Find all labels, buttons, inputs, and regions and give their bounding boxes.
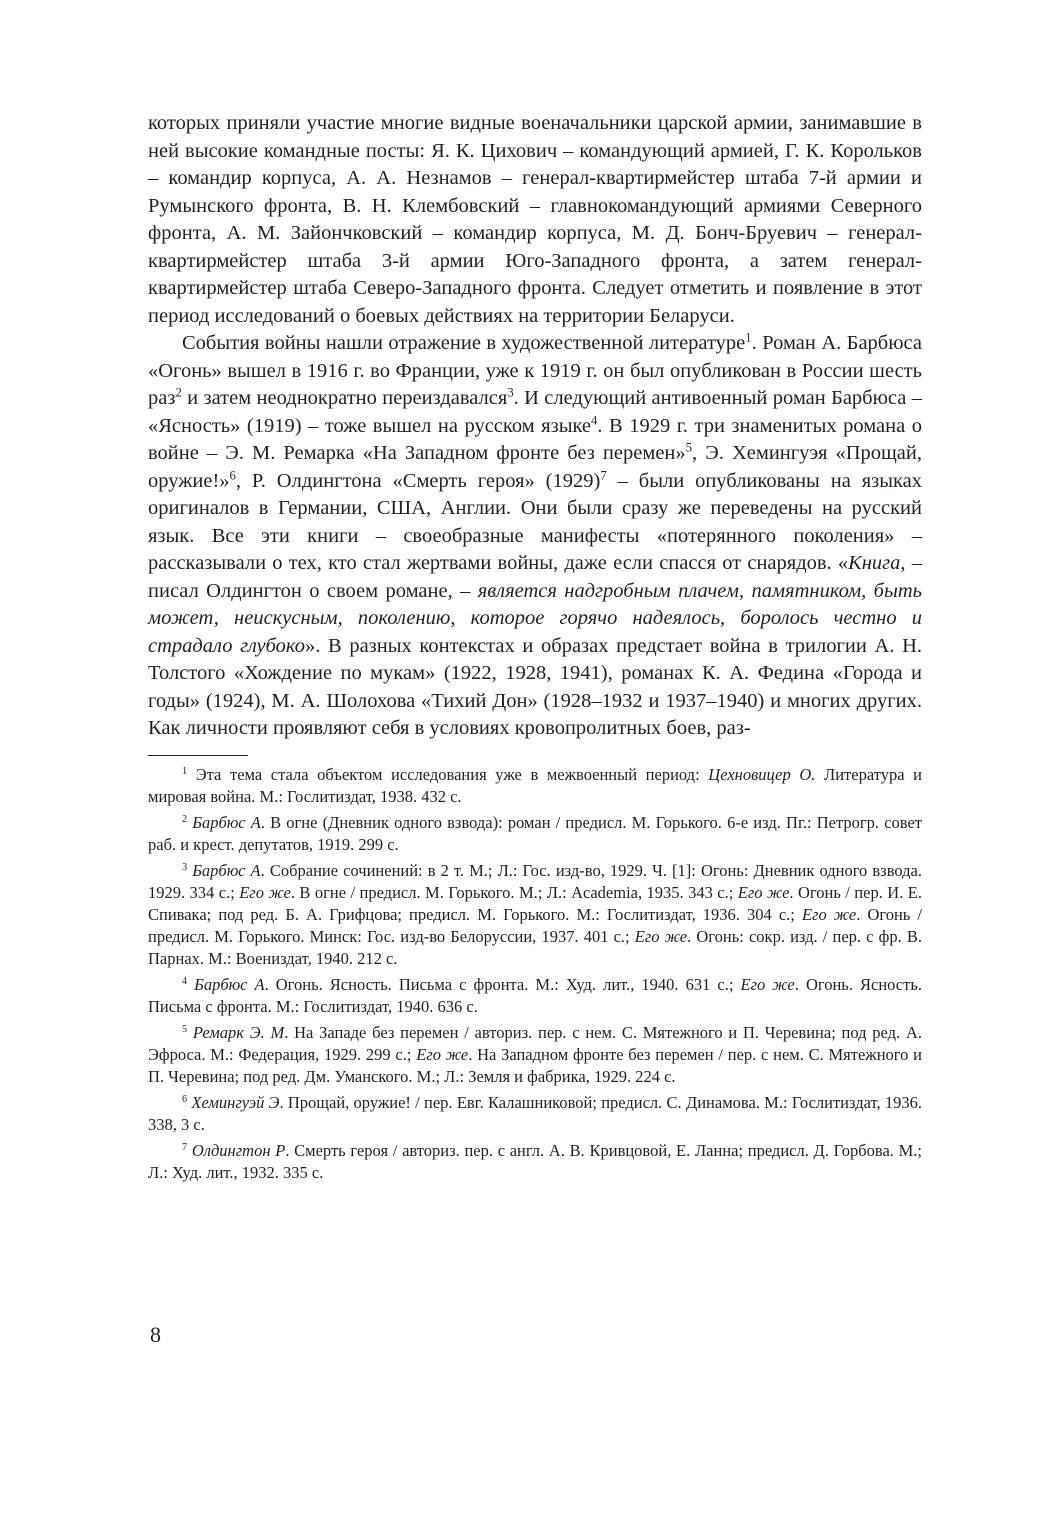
footnote-author: Его же [740, 974, 795, 994]
footnote-ref-7: 7 [600, 467, 607, 482]
footnote-text: Эта тема стала объектом исследования уже в межвоенный период: [187, 764, 709, 784]
footnote-text: . Огонь. Ясность. Письма с фронта. М.: Худ. лит., 1940. 631 с.; [264, 974, 741, 994]
footnote-author: Его же [239, 882, 291, 902]
p2-italic-book: Книга [848, 552, 901, 574]
footnote-text: Литература и мировая война. М.: Гослитиздат, 1938. 432 с. [148, 764, 922, 806]
footnote-ref-4: 4 [591, 412, 598, 427]
p2-text-d: . И следующий антивоенный роман Барбюса – «Ясность» (1919) – тоже вышел на русском языке [148, 387, 922, 437]
footnote-ref-2: 2 [175, 385, 182, 400]
p2-text-h: – были опубликованы на языках оригиналов в Германии, США, Англии. Они были сразу же переведены на русский язык. Все эти книги – своеобразные манифесты «потерянного поколения» – рассказывали о тех, кто стал жертвами войны, даже если спасся от снарядов. « [148, 469, 923, 574]
p2-text-g: , Р. Олдингтона «Смерть героя» (1929) [235, 469, 601, 492]
p2-text-e: . В 1929 г. три знаменитых романа о войне – Э. М. Ремарка «На Западном фронте без перемен» [148, 414, 922, 464]
paragraph-2 [148, 330, 922, 743]
footnote-2 [148, 812, 922, 856]
footnote-author: Его же [801, 904, 857, 924]
footnote-text: . Огонь / предисл. М. Горького. Минск: Гос. изд-во Белоруссии, 1937. 401 с.; [148, 904, 922, 946]
footnote-text: . В огне / предисл. М. Горького. М.; Л.: Academia, 1935. 343 с.; [290, 882, 738, 902]
footnote-text: . На Западном фронте без перемен / пер. с нем. С. Мятежного и П. Черевина; под ред. Дм. Уманского. М.; Л.: Земля и фабрика, 1929. 224 с. [148, 1044, 922, 1086]
footnote-author: Его же [416, 1044, 469, 1064]
p2-text-j: , – писал Олдингтон о своем романе, – [148, 552, 923, 602]
p2-text-b: . Роман А. Барбюса «Огонь» вышел в 1916 г. во Франции, уже к 1919 г. он был опубликован в России шесть раз [148, 332, 922, 409]
footnote-author: Ремарк Э. М [192, 1022, 285, 1042]
footnote-text: . Огонь / пер. И. Е. Спивака; под ред. Б. А. Грифцова; предисл. М. Горького. М.: Гослитиздат, 1936. 304 с.; [148, 882, 922, 924]
footnote-3 [148, 860, 922, 970]
footnote-author: Барбюс А [192, 860, 261, 880]
footnote-6 [148, 1092, 922, 1136]
footnote-author: Цехновицер О. [708, 764, 816, 784]
paragraph-1: которых приняли участие многие видные военачальники царской армии, занимавшие в ней высокие командные посты: Я. К. Цихович – командующий армией, Г. К. Корольков – командир корпуса, А. А. Незнамов – генерал-квартирмейстер штаба 7-й армии и Румынского фронта, В. Н. Клембовский – главнокомандующий армиями Северного фронта, А. М. Зайончковский – командир корпуса, М. Д. Бонч-Бруевич – генерал-квартирмейстер штаба 3-й армии Юго-Западного фронта, а затем генерал-квартирмейстер штаба Северо-Западного фронта. Следует отметить и появление в этот период исследований о боевых действиях на территории Беларуси. [148, 112, 922, 327]
footnote-ref-3: 3 [507, 385, 514, 400]
p2-text-a: События войны нашли отражение в художественной литературе [182, 332, 746, 354]
footnote-author: Его же [634, 926, 688, 946]
footnote-author: Барбюс А [194, 974, 265, 994]
footnote-ref-5: 5 [685, 440, 692, 455]
footnote-number: 5 [182, 1023, 188, 1035]
footnote-number: 3 [182, 861, 188, 873]
footnote-4 [148, 974, 922, 1018]
footnote-number: 2 [182, 813, 188, 825]
footnote-author: Хемингуэй Э [191, 1092, 280, 1112]
footnote-1 [148, 764, 922, 808]
footnote-ref-1: 1 [745, 330, 752, 345]
footnote-text: . В огне (Дневник одного взвода): роман / предисл. М. Горького. 6-е изд. Пг.: Петрогр. совет раб. и крест. депутатов, 1919. 299 с. [148, 812, 922, 854]
footnote-author: Барбюс А [192, 812, 261, 832]
p2-text-l: ». В разных контекстах и образах предстает война в трилогии А. Н. Толстого «Хождение по мукам» (1922, 1928, 1941), романах К. А. Федина «Города и годы» (1924), М. А. Шолохова «Тихий Дон» (1928–1932 и 1937–1940) и многих других. Как личности проявляют себя в условиях кровопролитных боев, раз- [148, 634, 922, 739]
p2-text-f: , Э. Хемингуэя «Прощай, оружие!» [148, 442, 922, 492]
p2-italic-quote: является надгробным плачем, памятником, быть может, неискусным, поколению, которое горячо надеялось, боролось честно и страдало глубоко [148, 579, 923, 657]
footnote-text: . На Западе без перемен / авториз. пер. с нем. С. Мятежного и П. Черевина; под ред. А. Эфроса. М.: Федерация, 1929. 299 с.; [148, 1022, 922, 1064]
footnote-text: . Огонь. Ясность. Письма с фронта. М.: Гослитиздат, 1940. 636 с. [148, 974, 922, 1016]
footnote-divider [148, 755, 248, 756]
page-number: 8 [150, 1322, 161, 1347]
footnote-text: . Смерть героя / авториз. пер. с англ. А. В. Кривцовой, Е. Ланна; предисл. Д. Горбова. М.; Л.: Худ. лит., 1932. 335 с. [148, 1140, 922, 1182]
footnote-text: . Огонь: сокр. изд. / пер. с фр. В. Парнах. М.: Воениздат, 1940. 212 с. [148, 926, 922, 968]
footnote-7 [148, 1140, 922, 1184]
footnote-text: . Прощай, оружие! / пер. Евг. Калашниковой; предисл. С. Динамова. М.: Гослитиздат, 1936. 338, 3 с. [148, 1092, 922, 1134]
p2-text-c: и затем неоднократно переиздавался [181, 387, 508, 409]
footnote-author: Олдингтон Р [191, 1140, 286, 1160]
footnote-number: 7 [182, 1141, 188, 1153]
footnote-number: 1 [182, 765, 188, 777]
page-content [148, 110, 922, 1188]
footnote-number: 4 [182, 975, 188, 987]
footnote-text: . Собрание сочинений: в 2 т. М.; Л.: Гос. изд-во, 1929. Ч. [1]: Огонь: Дневник одного взвода. 1929. 334 с.; [148, 860, 922, 902]
footnote-number: 6 [182, 1093, 188, 1105]
footnote-ref-6: 6 [229, 467, 236, 482]
footnote-5 [148, 1022, 922, 1088]
footnote-author: Его же [737, 882, 790, 902]
